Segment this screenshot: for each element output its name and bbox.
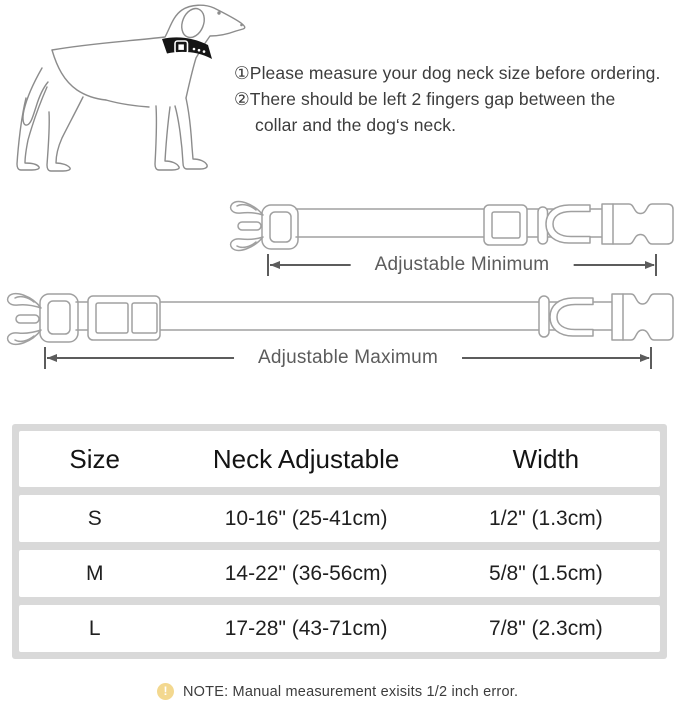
neck-adjustable-value: 14-22" (36-56cm) [224, 561, 388, 585]
collar-clasp [612, 294, 673, 340]
collar-d-ring [546, 205, 590, 243]
size-value: M [85, 561, 104, 585]
collar-d-ring [550, 298, 593, 336]
adjustable-minimum-label: Adjustable Minimum [351, 254, 574, 276]
dog-body [17, 5, 245, 171]
instruction-number: ② [234, 89, 250, 109]
dog-collar [162, 37, 212, 59]
adjustable-maximum-dimension [44, 346, 652, 370]
adjustable-minimum-dimension [267, 253, 657, 277]
arrowhead-left-icon [270, 261, 280, 269]
instruction-line: collar and the dog‘s neck. [255, 115, 457, 135]
instruction-number: ① [234, 63, 250, 83]
dimension-endbar [655, 254, 657, 276]
collar-slider [484, 205, 527, 245]
collar-minimum-illustration [226, 192, 678, 256]
arrowhead-right-icon [640, 354, 650, 362]
dog-illustration [0, 0, 260, 190]
dog-nose [240, 24, 243, 27]
size-value: L [88, 616, 101, 640]
width-value: 5/8" (1.5cm) [489, 561, 603, 585]
dog-eye [217, 11, 220, 14]
collar-double-slider [88, 296, 160, 340]
arrowhead-right-icon [645, 261, 655, 269]
neck-adjustable-value: 17-28" (43-71cm) [224, 616, 388, 640]
collar-clasp [602, 204, 673, 244]
measurement-note [157, 683, 518, 700]
width-value: 1/2" (1.3cm) [489, 506, 603, 530]
size-table [12, 424, 667, 659]
table-row-size-m [19, 550, 660, 597]
collar-keeper [539, 296, 549, 337]
collar-buckle-prongs [8, 294, 41, 345]
instruction-line: ②There should be left 2 fingers gap between the [234, 89, 616, 109]
instruction-line: ①Please measure your dog neck size before ordering. [234, 63, 661, 83]
table-row-size-s [19, 495, 660, 542]
column-header-size: Size [69, 443, 120, 474]
table-row-size-l [19, 605, 660, 652]
column-header-neck-adjustable: Neck Adjustable [212, 443, 400, 474]
dimension-endbar [650, 347, 652, 369]
column-header-width: Width [512, 443, 580, 474]
size-table-header-row [19, 431, 660, 487]
adjustable-maximum-label: Adjustable Maximum [234, 347, 462, 369]
neck-adjustable-value: 10-16" (25-41cm) [224, 506, 388, 530]
size-value: S [87, 506, 102, 530]
arrowhead-left-icon [47, 354, 57, 362]
exclamation-circle-icon: ! [157, 683, 174, 700]
collar-maximum-illustration [2, 285, 678, 351]
collar-buckle-frame [262, 205, 298, 249]
collar-buckle-frame [40, 294, 78, 342]
collar-buckle-prongs [231, 202, 263, 251]
width-value: 7/8" (2.3cm) [489, 616, 603, 640]
note-text: NOTE: Manual measurement exisits 1/2 inch error. [183, 683, 519, 700]
measuring-instructions [234, 60, 679, 138]
